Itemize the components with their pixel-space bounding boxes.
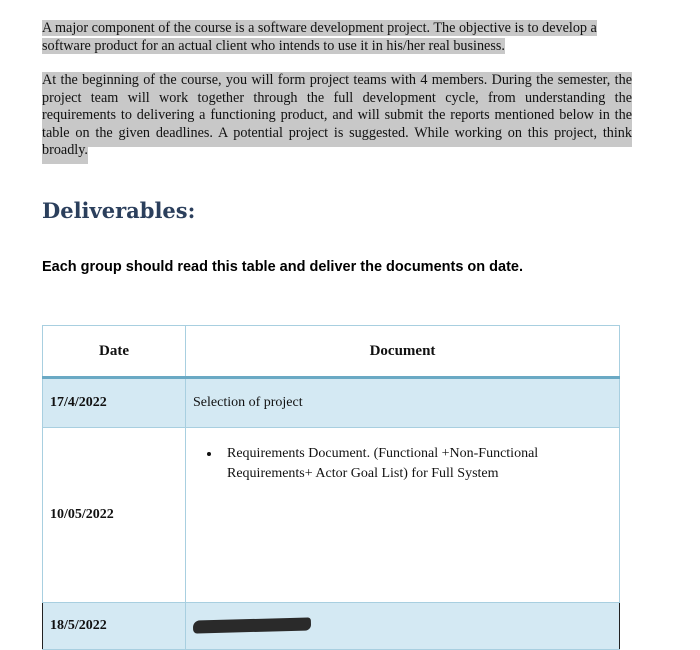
table-row xyxy=(43,378,620,428)
table-row xyxy=(43,603,620,650)
table-header-row xyxy=(43,326,620,378)
intro-paragraph-2 xyxy=(42,72,632,160)
intro-text xyxy=(42,20,632,160)
intro-paragraph-2-text: At the beginning of the course, you will form project teams with 4 members. During the semester, the project team will work together through the full development cycle, from understanding the requirements to delivering a functioning product, and will submit the reports mentioned below in the table on the given deadlines. A potential project is suggested. While working on this project, think broadly. xyxy=(42,72,632,164)
header-date: Date xyxy=(43,326,186,378)
row-date: 10/05/2022 xyxy=(43,428,186,603)
row-document xyxy=(186,603,620,650)
intro-line-2: software product for an actual client who intends to use it in his/her real business. xyxy=(42,37,505,54)
row-document xyxy=(186,428,620,603)
intro-paragraph-1 xyxy=(42,20,632,55)
intro-line-1: A major component of the course is a software development project. The objective is to develop a xyxy=(42,20,597,36)
document-list xyxy=(193,444,612,484)
deliverables-heading: Deliverables: xyxy=(42,198,196,223)
instruction-text: Each group should read this table and deliver the documents on date. xyxy=(42,259,523,275)
list-item: • Requirements Document. (Functional +Non-Functional Requirements+ Actor Goal List) for Full System xyxy=(221,444,612,484)
row-document: Selection of project xyxy=(186,378,620,428)
row-date: 17/4/2022 xyxy=(43,378,186,428)
deliverables-table xyxy=(42,325,620,650)
table-row xyxy=(43,428,620,603)
header-document: Document xyxy=(186,326,620,378)
row-date: 18/5/2022 xyxy=(43,603,186,650)
redacted-scribble xyxy=(193,618,311,634)
